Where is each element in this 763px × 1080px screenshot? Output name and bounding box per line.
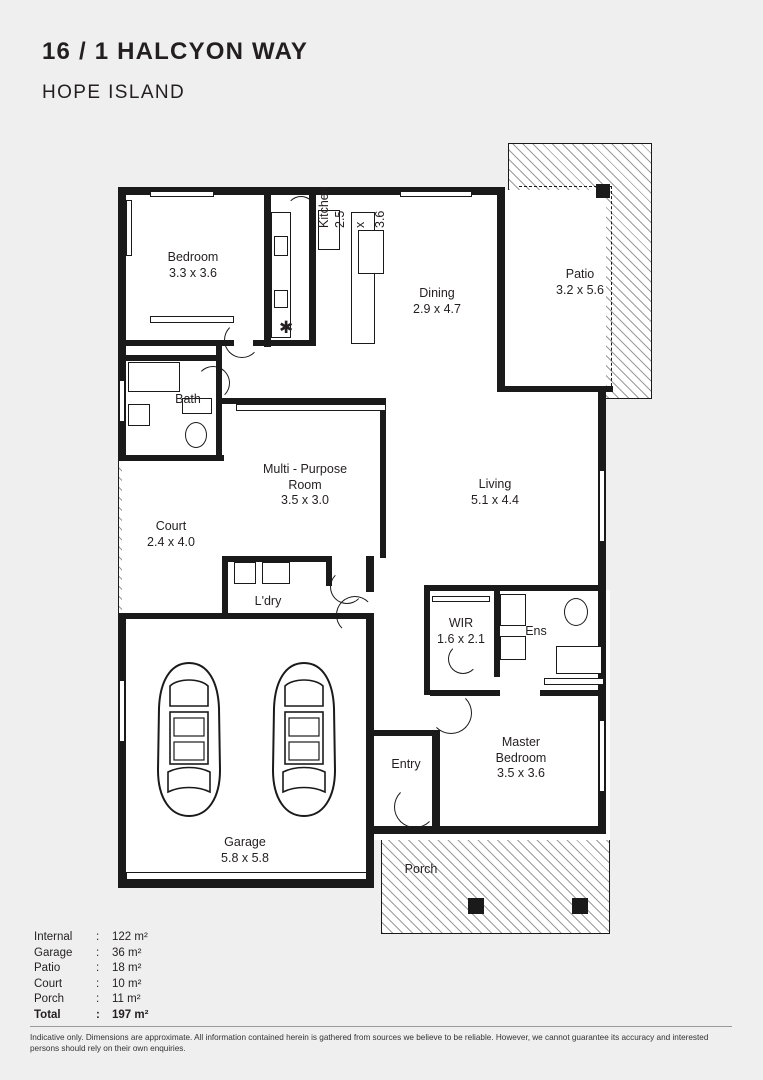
room-label-ldry [228,594,308,610]
wall-living-right-top [598,386,606,448]
wall-garage-right [366,613,374,888]
porch-area [381,826,610,934]
legend-sep: : [96,1008,100,1021]
bath-tub [128,362,180,392]
kitchen-dims: 2.5 x 3.6 [333,210,387,228]
laundry-bench [262,562,290,584]
bedroom-robe [150,316,234,323]
court-name: Court [155,519,187,533]
master-robe [544,678,604,685]
page-subtitle: HOPE ISLAND [42,82,186,103]
wall-patio-threshold [497,386,613,392]
garage-door [126,872,368,880]
door-wir [448,644,478,674]
wall-hall-right [366,556,374,592]
ldry-name: L'dry [254,594,282,608]
legend-sep: : [96,962,100,974]
wall-mpr-right [380,398,386,558]
legend-sep: : [96,977,100,990]
room-label-master [455,735,587,782]
room-label-porch [382,862,460,878]
legend-value: 122 m² [112,931,148,943]
wall-entry-left [432,730,440,834]
room-label-garage [186,835,304,866]
legend-value: 10 m² [112,977,142,990]
wall-bedroom-right [264,187,271,347]
asterisk-marker: ✱ [279,318,294,337]
bath-name: Bath [175,392,201,406]
wall-kitchen-bottom [264,340,316,346]
room-label-living [440,477,550,508]
window-bedroom-left [126,200,132,256]
legend-sep: : [96,993,100,1005]
wir-name: WIR [448,616,474,630]
door-master [430,692,472,734]
porch-pier-left [468,898,484,914]
bedroom-name: Bedroom [167,250,219,264]
legend-value: 36 m² [112,946,142,959]
car-left-icon [150,660,228,820]
divider [30,1026,732,1027]
legend-value: 18 m² [112,962,142,974]
mpr-name2: Room [288,477,322,492]
legend-row [34,961,170,977]
room-label-mpr [230,462,380,509]
garage-name: Garage [224,835,266,849]
entry-name: Entry [391,757,421,771]
legend-value: 197 m² [112,1008,149,1021]
wall-entry-porch [374,826,436,834]
wall-ens-bottom2 [540,690,606,696]
mpr-name1: Multi - Purpose [262,462,348,476]
living-name: Living [478,477,512,491]
room-label-wir [430,616,492,647]
laundry-tub [234,562,256,584]
master-name1: Master [501,735,541,749]
door-bedroom [224,322,260,358]
area-legend [34,930,170,1023]
room-label-entry [378,757,434,773]
wall-garage-bottom [118,880,374,888]
mpr-dims: 3.5 x 3.0 [281,493,329,508]
wall-left-lower [118,613,126,888]
room-label-dining [388,286,486,317]
master-dims: 3.5 x 3.6 [497,766,545,781]
window-dining-top [400,191,472,197]
legend-row [34,977,170,993]
wir-shelf [432,596,490,602]
bath-toilet [185,422,207,448]
court-dims: 2.4 x 4.0 [147,534,195,549]
wall-entry-top [374,730,436,736]
fridge [358,230,384,274]
room-label-bedroom [133,250,253,281]
sliding-door-dining-arrow [498,236,507,282]
wall-living-right-lower [598,590,606,834]
legend-value: 11 m² [112,993,141,1005]
patio-pier-top [596,184,610,198]
legend-key: Total [34,1008,61,1021]
bath-shower [128,404,150,426]
window-bedroom-top [150,191,214,197]
ens-name: Ens [525,624,547,638]
wall-bath-left-top [122,355,222,361]
legend-key: Porch [34,993,65,1005]
legend-row [34,946,170,962]
legend-sep: : [96,946,100,959]
disclaimer-text: Indicative only. Dimensions are approximate. All information contained herein is gathered from sources we believe to be reliable. However, we cannot guarantee its accuracy and interested persons should rely on their own enquiries. [30,1033,709,1053]
wall-bath-bottom [122,455,222,461]
ens-toilet [564,598,588,626]
wall-master-top [424,585,606,591]
legend-key: Patio [34,962,61,974]
room-label-patio [512,267,648,298]
patio-dims: 3.2 x 5.6 [556,282,604,297]
kitchen-sink [274,290,288,308]
page-title: 16 / 1 HALCYON WAY [42,38,309,65]
ens-vanity [556,646,602,674]
patio-name: Patio [565,267,595,281]
bedroom-dims: 3.3 x 3.6 [169,265,217,280]
room-label-court [118,519,224,550]
legend-row [34,992,170,1008]
legend-key: Court [34,977,63,990]
room-label-bath [150,392,226,408]
legend-row-total [34,1008,170,1024]
living-dims: 5.1 x 4.4 [471,492,519,507]
door-hall [336,596,374,634]
window-court-left [119,380,125,422]
wall-master-bottom [440,826,606,834]
legend-row [34,930,170,946]
dining-name: Dining [419,286,455,300]
wall-left-upper [118,187,126,363]
master-name2: Bedroom [495,750,547,765]
wir-dims: 1.6 x 2.1 [437,631,485,646]
window-living-right [599,470,605,542]
garage-dims: 5.8 x 5.8 [221,850,269,865]
sliding-door-living-arrow [498,300,507,346]
room-label-ens [506,624,566,640]
hall-linen-cupboard [236,404,386,411]
window-garage-left [119,680,125,742]
porch-pier-right [572,898,588,914]
window-master-right [599,720,605,792]
legend-key: Garage [34,946,73,959]
legend-sep: : [96,931,100,943]
dining-dims: 2.9 x 4.7 [413,301,461,316]
legend-key: Internal [34,931,73,943]
car-right-icon [265,660,343,820]
door-entry [394,786,436,828]
door-kitchen [286,196,316,226]
wall-right-upper [497,187,505,392]
kitchen-cooktop [274,236,288,256]
wall-court-bottom [118,613,224,619]
kitchen-name: Kitchen [317,186,331,228]
ens-shower [500,594,526,626]
porch-name: Porch [404,862,438,876]
